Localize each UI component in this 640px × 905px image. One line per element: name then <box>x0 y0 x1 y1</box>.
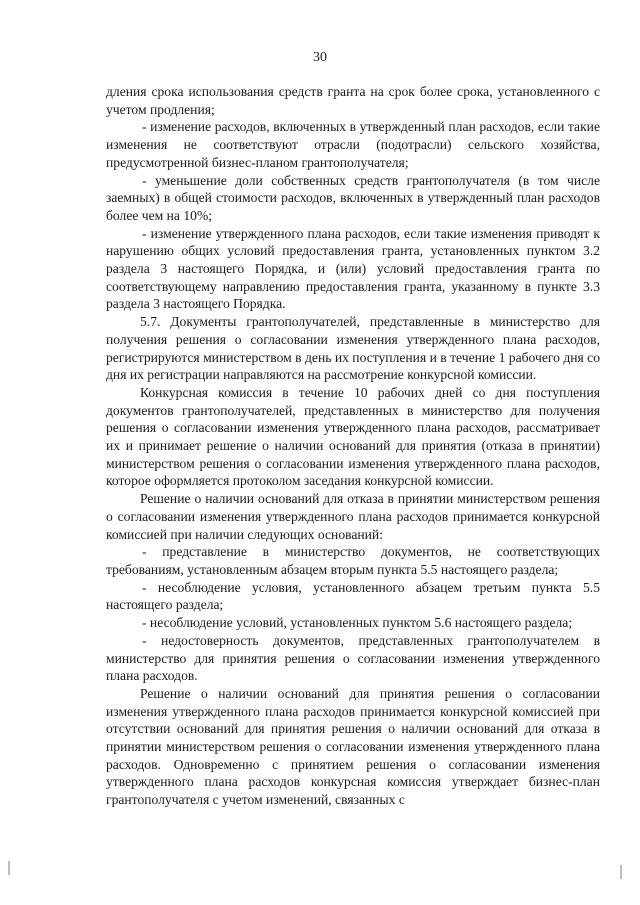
paragraph-commission-review: Конкурсная комиссия в течение 10 рабочих дней со дня поступления документов грантополучателей, представленных в министерство для получения решения о согласовании изменения утвержденного плана расходов, рассматривает их и принимает решение о наличии оснований для принятия (отказа в принятии) министерством решения о согласовании изменения утвержденного плана расходов, которое оформляется протоколом заседания конкурсной комиссии. <box>106 384 600 489</box>
list-item-own-funds-reduction: - уменьшение доли собственных средств грантополучателя (в том числе заемных) в общей стоимости расходов, включенных в утвержденный план расходов более чем на 10%; <box>106 172 600 223</box>
page-number: 30 <box>313 50 327 65</box>
scan-mark <box>620 865 622 879</box>
list-item-conditions-5-6: - несоблюдение условий, установленных пунктом 5.6 настоящего раздела; <box>142 615 573 631</box>
list-item-unreliable-documents: - недостоверность документов, представленных грантополучателем в министерство для принятия решения о согласовании изменения утвержденного плана расходов. <box>106 632 600 684</box>
scan-artifacts <box>0 855 640 895</box>
scan-mark <box>8 861 10 875</box>
list-item-expense-change: - изменение расходов, включенных в утвержденный план расходов, если такие изменения не соответствуют отрасли (подотрасли) сельского хозяйства, предусмотренной бизнес-планом грантополучателя; <box>106 119 600 170</box>
paragraph-approval-decision: Решение о наличии оснований для принятия решения о согласовании изменения утвержденного плана расходов принимается конкурсной комиссией при отсутствии оснований для принятия решения о наличии оснований для отказа в принятии министерством решения о согласовании изменения утвержденного плана расходов. Одновременно с принятием решения о согласовании изменения утвержденного плана расходов конкурсная комиссия утверждает бизнес-план грантополучателя с учетом изменений, связанных с <box>106 685 600 808</box>
list-item-condition-noncompliance: - несоблюдение условия, установленного абзацем третьим пункта 5.5 настоящего раздела; <box>106 579 600 613</box>
paragraph-refusal-grounds: Решение о наличии оснований для отказа в принятии министерством решения о согласовании изменения утвержденного плана расходов принимается конкурсной комиссией при наличии следующих оснований: <box>106 491 600 542</box>
paragraph-continuation: дления срока использования средств гранта на срок более срока, установленного с учетом продления; <box>106 84 600 117</box>
list-item-plan-change-violation: - изменение утвержденного плана расходов, если такие изменения приводят к нарушению общих условий предоставления гранта, установленных пунктом 3.2 раздела 3 настоящего Порядка, и (или) условий предоставления гранта по соответствующему направлению предоставления гранта, указанному в пункте 3.3 раздела 3 настоящего Порядка. <box>106 225 600 312</box>
document-body <box>106 83 600 809</box>
paragraph-5-7: 5.7. Документы грантополучателей, представленные в министерство для получения решения о согласовании изменения утвержденного плана расходов, регистрируются министерством в день их поступления и в течение 1 рабочего дня со дня их регистрации направляются на рассмотрение конкурсной комиссии. <box>106 314 600 383</box>
list-item-noncompliant-documents: - представление в министерство документов, не соответствующих требованиям, установленным абзацем вторым пункта 5.5 настоящего раздела; <box>106 544 600 577</box>
